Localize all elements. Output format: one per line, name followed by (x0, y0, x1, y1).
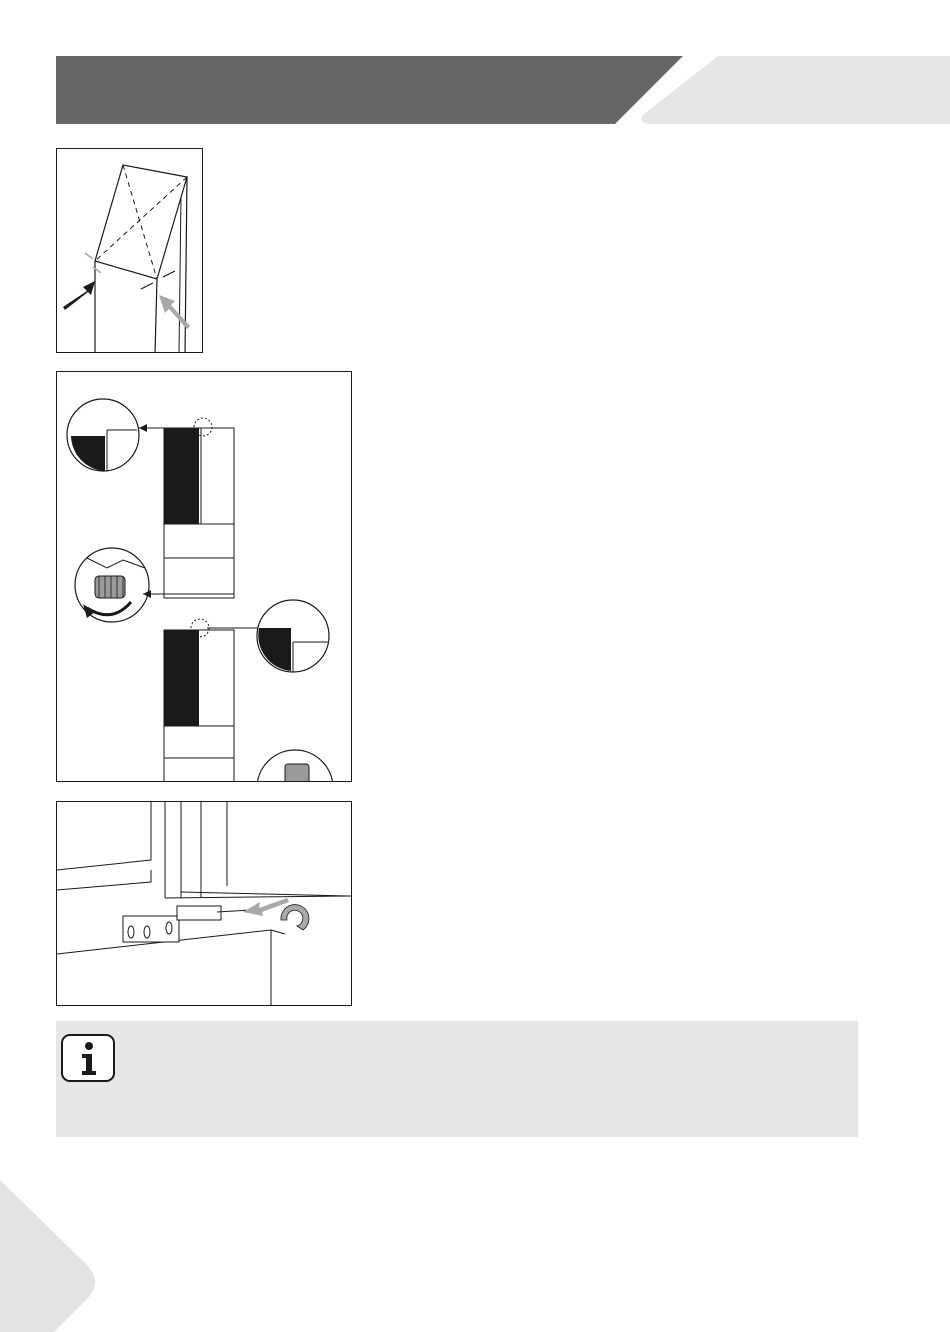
info-note-box (56, 1021, 858, 1137)
header-bar (56, 56, 683, 124)
hinge-washer-figure (56, 801, 352, 1006)
black-arrow-icon (63, 281, 95, 310)
washer-icon (281, 905, 309, 930)
header-tab (641, 56, 950, 124)
door-height-levelling-figure (56, 371, 352, 782)
door-alignment-figure (56, 148, 203, 353)
info-icon (60, 1033, 116, 1083)
header-banner (0, 0, 950, 140)
page-corner-tab (0, 1180, 110, 1332)
